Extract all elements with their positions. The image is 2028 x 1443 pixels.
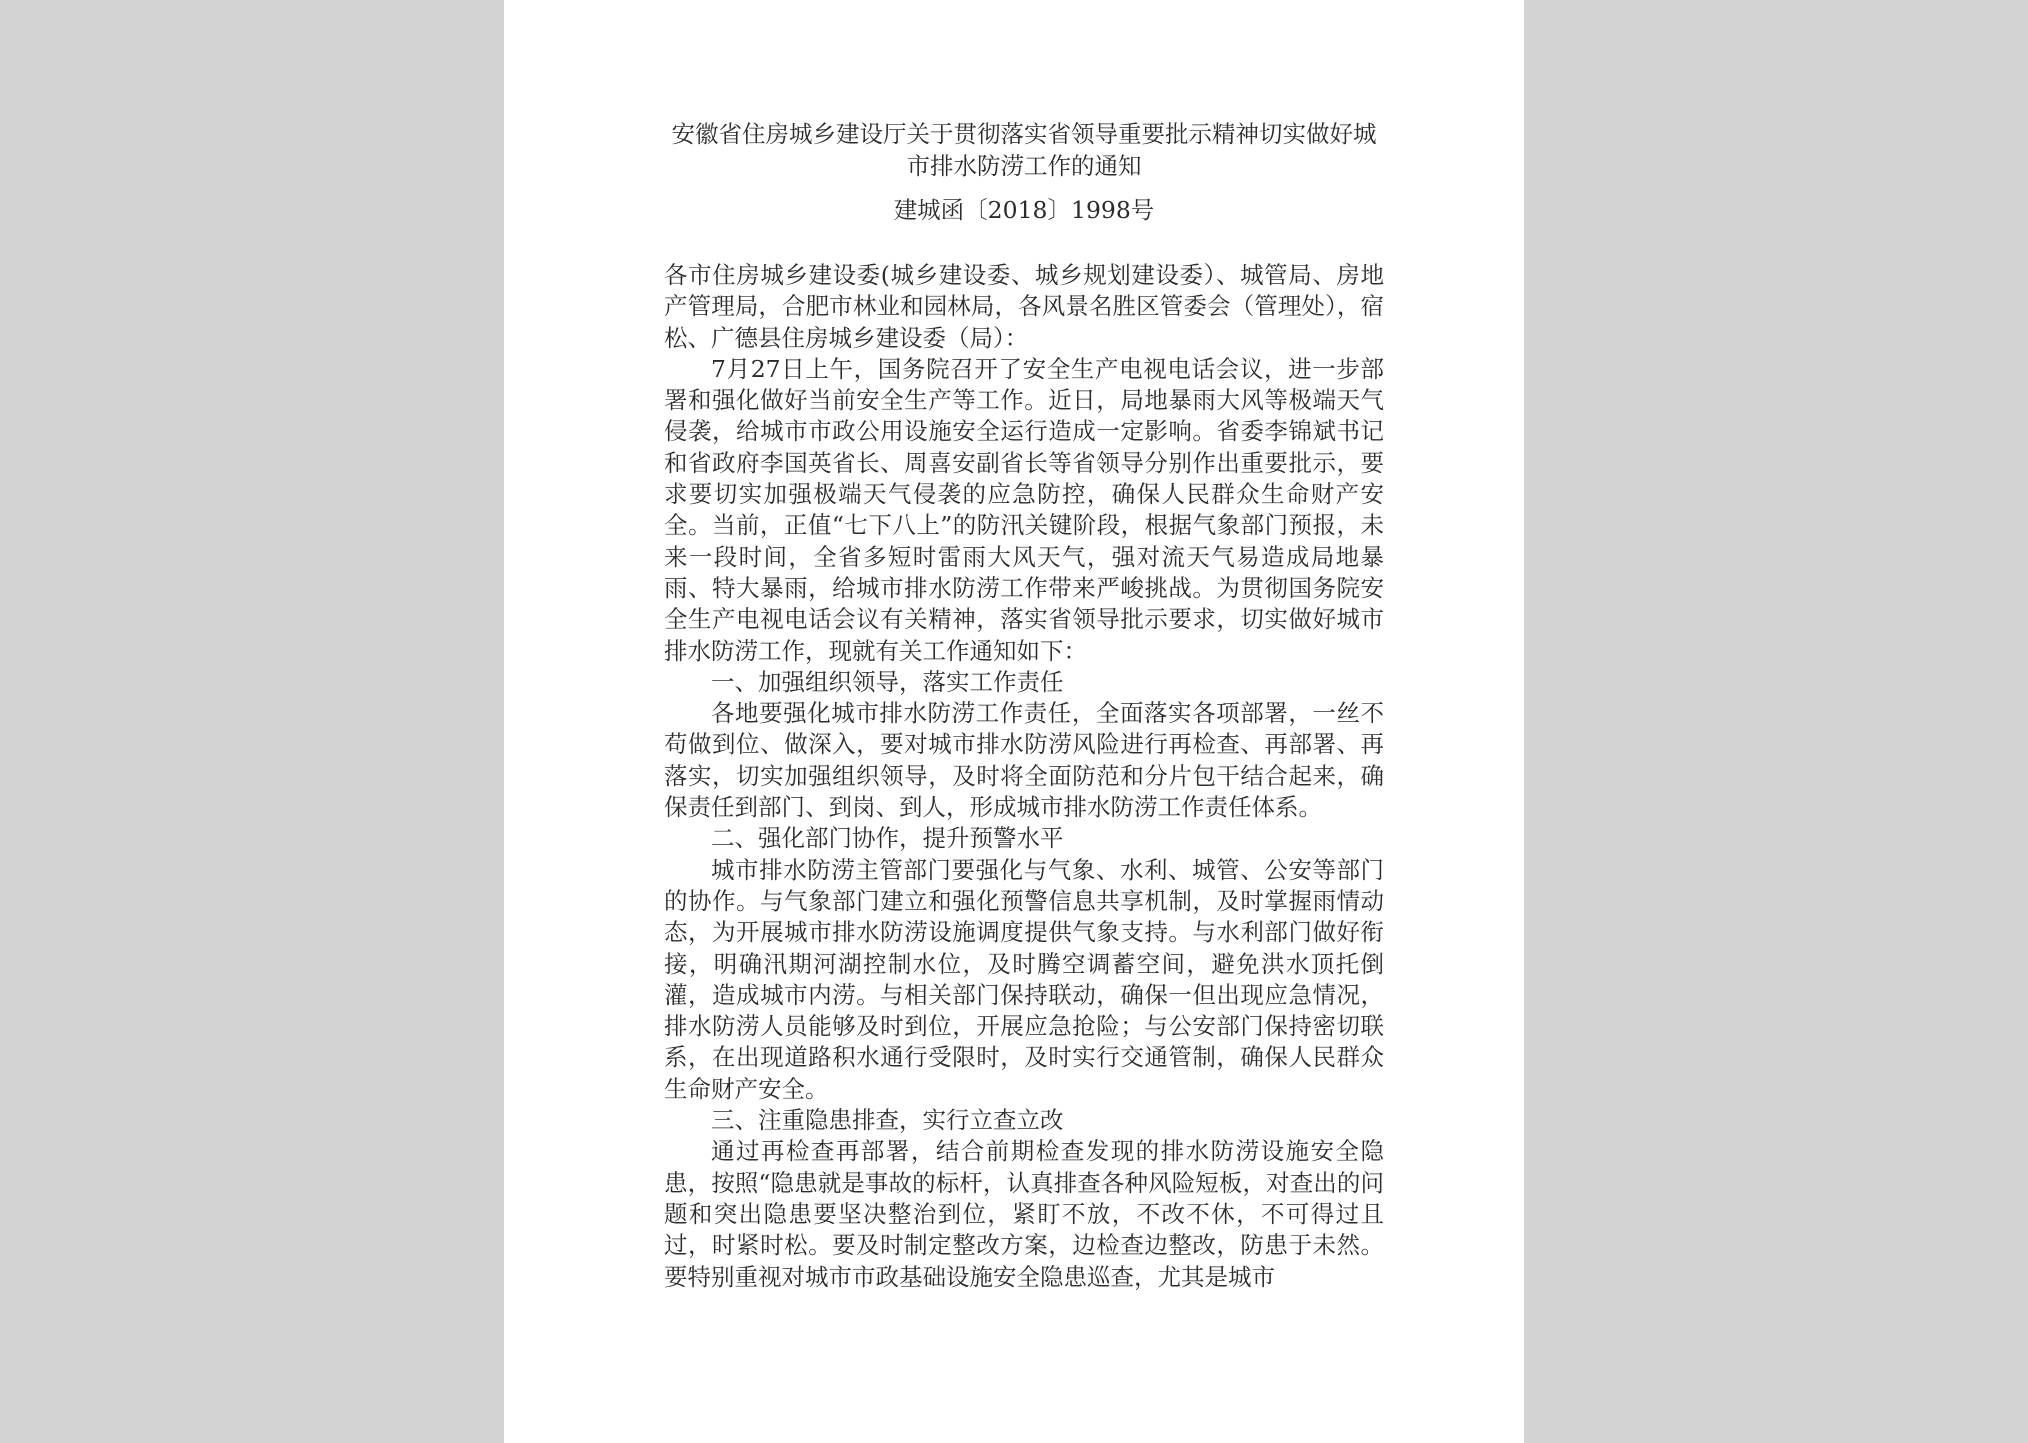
document-page: [504, 0, 1524, 1443]
addressee-paragraph: 各市住房城乡建设委(城乡建设委、城乡规划建设委）、城管局、房地产管理局，合肥市林业和园林局，各风景名胜区管委会（管理处），宿松、广德县住房城乡建设委（局）：: [664, 261, 1384, 352]
section-heading-2: 二、强化部门协作，提升预警水平: [711, 824, 1064, 853]
document-content: [664, 118, 1384, 1293]
document-number: 建城函〔2018〕1998号: [893, 196, 1155, 224]
document-title: 安徽省住房城乡建设厅关于贯彻落实省领导重要批示精神切实做好城市排水防涝工作的通知: [671, 120, 1377, 180]
section-heading-1: 一、加强组织领导，落实工作责任: [711, 667, 1064, 696]
section-paragraph-3: 通过再检查再部署，结合前期检查发现的排水防涝设施安全隐患，按照“隐患就是事故的标杆，认真排查各种风险短板，对查出的问题和突出隐患要坚决整治到位，紧盯不放，不改不休，不可得过且过，时紧时松。要及时制定整改方案，边检查边整改，防患于未然。要特别重视对城市市政基础设施安全隐患巡查，尤其是城市: [664, 1137, 1384, 1291]
section-heading-3: 三、注重隐患排查，实行立查立改: [711, 1106, 1064, 1135]
section-paragraph-2: 城市排水防涝主管部门要强化与气象、水利、城管、公安等部门的协作。与气象部门建立和强化预警信息共享机制，及时掌握雨情动态，为开展城市排水防涝设施调度提供气象支持。与水利部门做好衔接，明确汛期河湖控制水位，及时腾空调蓄空间，避免洪水顶托倒灌，造成城市内涝。与相关部门保持联动，确保一但出现应急情况，排水防涝人员能够及时到位，开展应急抢险；与公安部门保持密切联系，在出现道路积水通行受限时，及时实行交通管制，确保人民群众生命财产安全。: [664, 855, 1384, 1103]
intro-paragraph: 7月27日上午，国务院召开了安全生产电视电话会议，进一步部署和强化做好当前安全生产等工作。近日，局地暴雨大风等极端天气侵袭，给城市市政公用设施安全运行造成一定影响。省委李锦斌书记和省政府李国英省长、周喜安副省长等省领导分别作出重要批示，要求要切实加强极端天气侵袭的应急防控，确保人民群众生命财产安全。当前，正值“七下八上”的防汛关键阶段，根据气象部门预报，未来一段时间，全省多短时雷雨大风天气，强对流天气易造成局地暴雨、特大暴雨，给城市排水防涝工作带来严峻挑战。为贯彻国务院安全生产电视电话会议有关精神，落实省领导批示要求，切实做好城市排水防涝工作，现就有关工作通知如下：: [664, 354, 1384, 665]
section-paragraph-1: 各地要强化城市排水防涝工作责任，全面落实各项部署，一丝不苟做到位、做深入，要对城市排水防涝风险进行再检查、再部署、再落实，切实加强组织领导，及时将全面防范和分片包干结合起来，确保责任到部门、到岗、到人，形成城市排水防涝工作责任体系。: [664, 699, 1384, 822]
document-body: [664, 260, 1384, 1293]
